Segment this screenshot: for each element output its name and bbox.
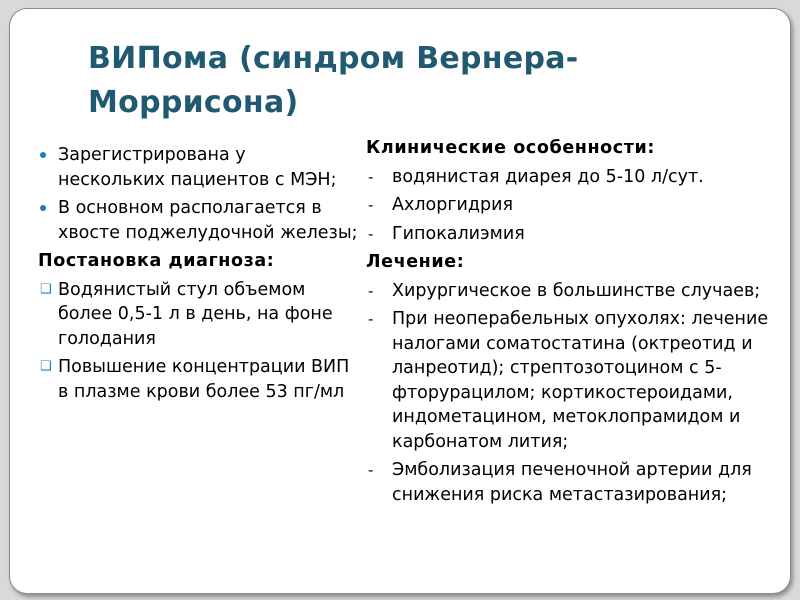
list-item-text: Эмболизация печеночной артерии для снижения риска метастазирования; — [392, 460, 752, 505]
bullet-marker-icon: ❑ — [40, 359, 52, 374]
dash-marker-icon: - — [368, 167, 374, 186]
slide — [9, 8, 791, 594]
list-item-text: При неоперабельных опухолях: лечение налогами соматостатина (октреотид и ланреотид); стрептозотоцином с 5-фторурацилом; кортикостероидами, индометацином, метоклопрамидом и карбонатом лития; — [392, 309, 769, 452]
bullet-marker-icon: ❑ — [40, 281, 52, 297]
treatment-heading: Лечение: — [366, 252, 465, 272]
list-item-text: Хирургическое в большинстве случаев; — [392, 280, 761, 301]
clinical-heading: Клинические особенности: — [366, 138, 655, 158]
dash-marker-icon: - — [368, 224, 374, 243]
diagnosis-heading: Постановка диагноза: — [38, 251, 275, 271]
list-item — [366, 279, 791, 304]
dash-marker-icon: - — [368, 310, 374, 328]
dash-marker-icon: - — [368, 196, 374, 214]
list-item: В основном располагается в хвосте поджелудочной железы; — [38, 196, 358, 245]
list-item-text: Водянистый стул объемом более 0,5-1 л в день, на фоне голодания — [58, 279, 333, 349]
list-item — [366, 193, 791, 218]
list-item: Зарегистрирована у нескольких пациентов с МЭН; — [38, 143, 358, 192]
list-item — [366, 222, 791, 247]
list-item — [366, 307, 791, 454]
list-item-text: Повышение концентрации ВИП в плазме крови более 53 пг/мл — [58, 357, 350, 402]
dash-marker-icon: - — [368, 281, 374, 300]
list-item-text: Ахлоргидрия — [392, 195, 514, 215]
list-item — [366, 165, 791, 190]
dash-marker-icon: - — [368, 461, 374, 479]
list-item-text: водянистая диарея до 5-10 л/сут. — [392, 166, 704, 187]
list-item — [38, 355, 358, 404]
list-item — [366, 458, 791, 507]
right-column — [366, 136, 791, 511]
list-item — [38, 278, 358, 352]
list-item-text: Гипокалиэмия — [392, 223, 525, 244]
left-column — [38, 143, 358, 408]
slide-title: ВИПома (синдром Вернера- Моррисона) — [88, 41, 579, 120]
